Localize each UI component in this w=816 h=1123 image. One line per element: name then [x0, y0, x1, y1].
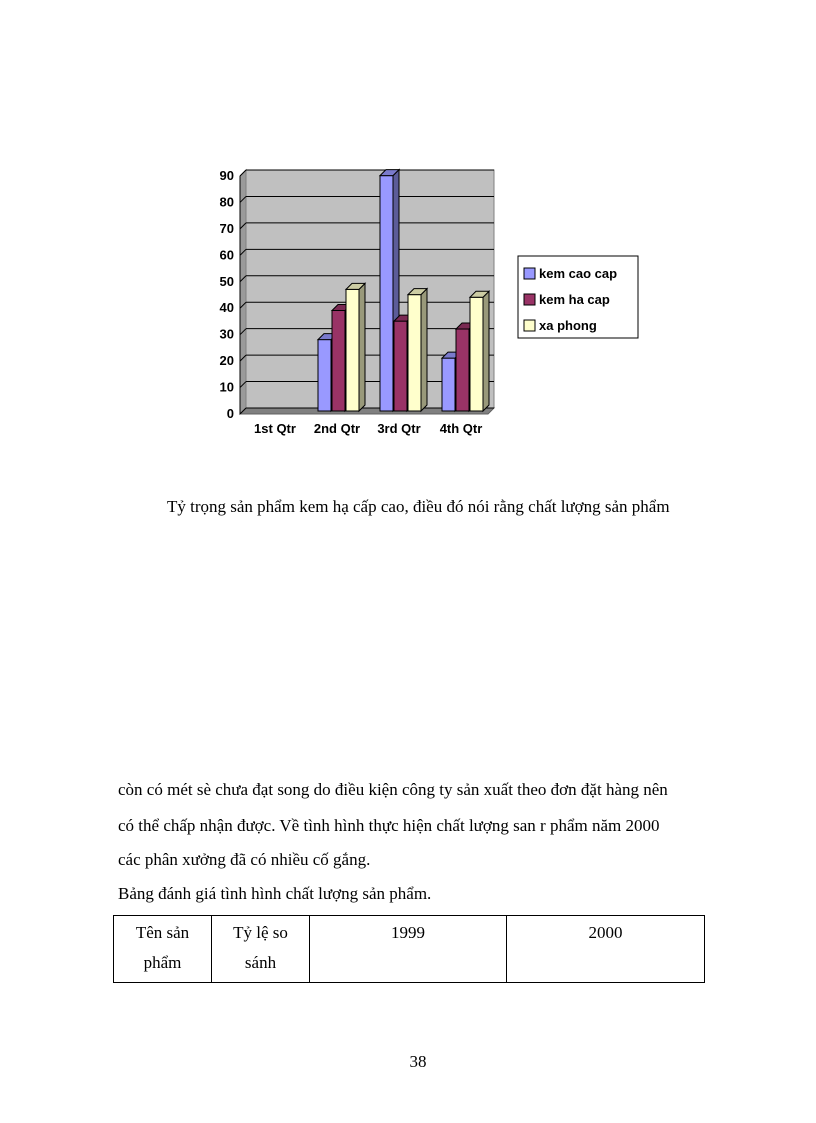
legend-swatch [524, 268, 535, 279]
y-tick-label: 0 [226, 406, 234, 421]
bar-side [483, 291, 489, 411]
header-year-1999: 1999 [310, 916, 507, 983]
chart-x-axis [254, 421, 482, 436]
chart-y-axis [220, 168, 240, 421]
bar-front [346, 289, 359, 411]
bar-front [456, 329, 469, 411]
y-tick-label: 80 [219, 194, 234, 210]
chart-legend [518, 256, 638, 338]
quality-evaluation-table [113, 915, 705, 983]
paragraph-2-line-2: có thể chấp nhận được. Về tình hình thực hiện chất lượng san r phẩm năm 2000 [118, 816, 660, 835]
y-tick-label: 30 [219, 326, 234, 342]
bar-xa-phong-2nd-Qtr [346, 283, 365, 411]
bar-front [470, 297, 483, 411]
bar-front [394, 321, 407, 411]
y-tick-label: 50 [219, 273, 234, 289]
legend-swatch [524, 294, 535, 305]
paragraph-2-line-3: các phân xưởng đã có nhiều cố gắng. [118, 850, 371, 869]
x-tick-label: 4th Qtr [439, 421, 483, 436]
y-tick-label: 90 [219, 168, 234, 183]
y-tick-label: 10 [219, 379, 234, 395]
header-comparison-ratio: Tỷ lệ so sánh [212, 916, 310, 983]
header-product-name: Tên sản phẩm [114, 916, 212, 983]
x-tick-label: 2nd Qtr [313, 421, 361, 436]
bar-side [421, 289, 427, 411]
header-year-2000: 2000 [507, 916, 705, 983]
bar-front [332, 311, 345, 411]
table-caption: Bảng đánh giá tình hình chất lượng sản phẩm. [118, 884, 432, 903]
paragraph-1: Tỷ trọng sản phẩm kem hạ cấp cao, điều đó nói rằng chất lượng sản phẩm [167, 497, 670, 516]
bar-xa-phong-4th-Qtr [470, 291, 489, 411]
bar-front [318, 340, 331, 411]
chart-side-wall [240, 170, 246, 414]
bar-xa-phong-3rd-Qtr [408, 289, 427, 411]
legend-label: kem ha cap [539, 292, 610, 307]
bar-chart [0, 0, 816, 470]
bar-front [408, 295, 421, 411]
x-tick-label: 3rd Qtr [377, 421, 421, 436]
legend-label: kem cao cap [539, 266, 618, 281]
paragraph-2-line-1: còn có mét sè chưa đạt song do điều kiện công ty sản xuất theo đơn đặt hàng nên [118, 780, 668, 799]
bar-side [359, 283, 365, 411]
legend-label: xa phong [539, 318, 597, 333]
x-tick-label: 1st Qtr [254, 421, 296, 436]
y-tick-label: 60 [219, 247, 234, 263]
legend-swatch [524, 320, 535, 331]
y-tick-label: 20 [219, 353, 234, 369]
table-header-row [114, 916, 705, 983]
bar-front [442, 358, 455, 411]
y-tick-label: 40 [219, 300, 234, 316]
bar-front [380, 176, 393, 411]
page-number: 38 [409, 1052, 427, 1071]
y-tick-label: 70 [219, 220, 234, 236]
